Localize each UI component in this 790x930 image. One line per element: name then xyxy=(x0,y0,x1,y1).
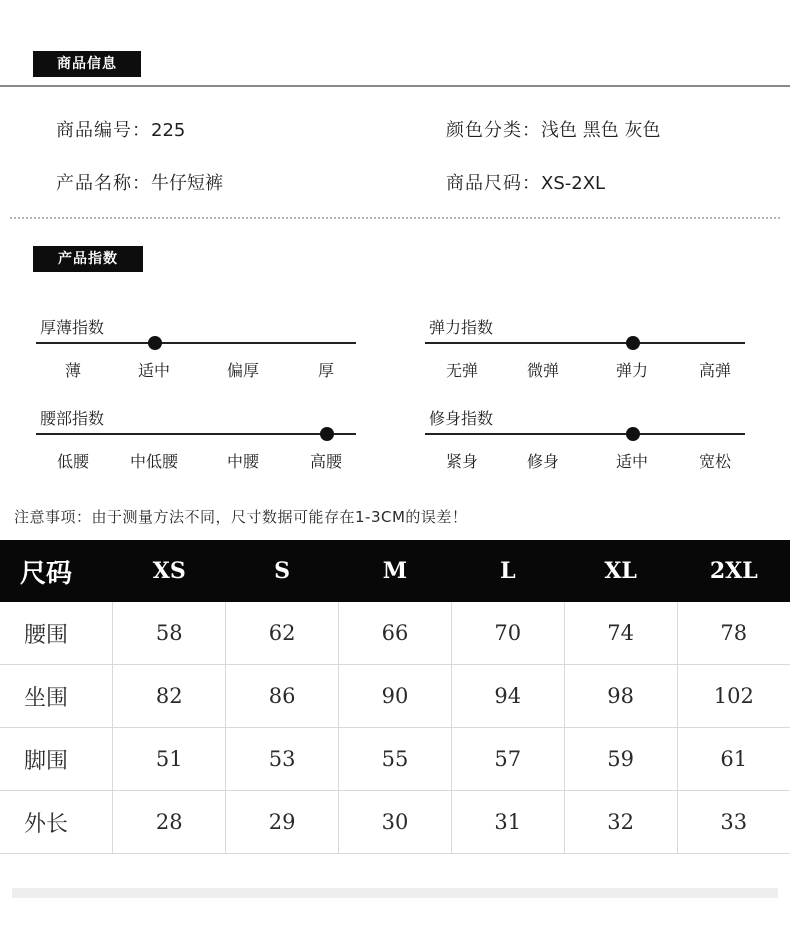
header-cell: 尺码 xyxy=(0,540,113,602)
index-marker xyxy=(148,336,162,350)
table-cell: 51 xyxy=(113,728,226,791)
table-cell: 外长 xyxy=(0,791,113,854)
product-size xyxy=(446,169,605,195)
table-cell: 55 xyxy=(339,728,452,791)
section-divider xyxy=(0,85,790,87)
table-cell: 腰围 xyxy=(0,602,113,665)
footer-band xyxy=(12,888,778,898)
header-cell: XS xyxy=(113,540,226,602)
product-name-label: 产品名称： xyxy=(56,173,151,194)
index-track xyxy=(36,342,356,344)
table-cell: 58 xyxy=(113,602,226,665)
table-cell: 62 xyxy=(226,602,339,665)
table-cell: 90 xyxy=(339,665,452,728)
header-cell: S xyxy=(226,540,339,602)
product-name-value: 牛仔短裤 xyxy=(151,173,223,194)
index-option: 中低腰 xyxy=(129,452,179,471)
table-cell: 33 xyxy=(677,791,790,854)
table-row xyxy=(0,728,790,791)
index-option: 无弹 xyxy=(445,361,479,380)
index-option: 高弹 xyxy=(698,361,732,380)
size-table-header xyxy=(0,540,790,602)
index-option: 宽松 xyxy=(698,452,732,471)
index-option: 修身 xyxy=(526,452,560,471)
index-title: 弹力指数 xyxy=(429,318,494,337)
table-cell: 29 xyxy=(226,791,339,854)
header-cell: M xyxy=(339,540,452,602)
table-cell: 102 xyxy=(677,665,790,728)
table-cell: 94 xyxy=(451,665,564,728)
table-row xyxy=(0,791,790,854)
index-marker xyxy=(320,427,334,441)
index-option: 高腰 xyxy=(309,452,343,471)
table-cell: 28 xyxy=(113,791,226,854)
table-row xyxy=(0,602,790,665)
product-code-value: 225 xyxy=(151,120,186,141)
index-option: 中腰 xyxy=(226,452,260,471)
index-title: 腰部指数 xyxy=(40,409,105,428)
product-name xyxy=(56,169,223,195)
table-cell: 53 xyxy=(226,728,339,791)
index-option: 适中 xyxy=(137,361,171,380)
header-cell: 2XL xyxy=(677,540,790,602)
table-cell: 57 xyxy=(451,728,564,791)
index-track xyxy=(425,342,745,344)
table-cell: 82 xyxy=(113,665,226,728)
table-row xyxy=(0,665,790,728)
index-option: 厚 xyxy=(317,361,335,380)
table-cell: 70 xyxy=(451,602,564,665)
table-cell: 31 xyxy=(451,791,564,854)
measurement-note: 注意事项：由于测量方法不同，尺寸数据可能存在1-3CM的误差！ xyxy=(14,508,468,526)
index-option: 低腰 xyxy=(56,452,90,471)
product-code xyxy=(56,116,185,142)
table-cell: 59 xyxy=(564,728,677,791)
index-option: 偏厚 xyxy=(226,361,260,380)
index-track xyxy=(425,433,745,435)
index-option: 弹力 xyxy=(615,361,649,380)
table-cell: 脚围 xyxy=(0,728,113,791)
product-size-value: XS-2XL xyxy=(541,173,606,194)
index-marker xyxy=(626,427,640,441)
table-cell: 61 xyxy=(677,728,790,791)
product-code-label: 商品编号： xyxy=(56,120,151,141)
table-cell: 78 xyxy=(677,602,790,665)
index-marker xyxy=(626,336,640,350)
color-category xyxy=(446,116,660,142)
index-option: 适中 xyxy=(615,452,649,471)
header-cell: L xyxy=(451,540,564,602)
table-cell: 86 xyxy=(226,665,339,728)
section-tag-product-info: 商品信息 xyxy=(33,51,141,77)
header-cell: XL xyxy=(564,540,677,602)
index-title: 修身指数 xyxy=(429,409,494,428)
table-cell: 74 xyxy=(564,602,677,665)
index-track xyxy=(36,433,356,435)
dotted-divider xyxy=(10,217,780,219)
size-table xyxy=(0,540,790,854)
table-cell: 98 xyxy=(564,665,677,728)
index-option: 薄 xyxy=(64,361,82,380)
table-cell: 坐围 xyxy=(0,665,113,728)
table-cell: 32 xyxy=(564,791,677,854)
table-cell: 66 xyxy=(339,602,452,665)
index-title: 厚薄指数 xyxy=(40,318,105,337)
table-cell: 30 xyxy=(339,791,452,854)
color-category-label: 颜色分类： xyxy=(446,120,541,141)
index-option: 微弹 xyxy=(526,361,560,380)
section-tag-product-index: 产品指数 xyxy=(33,246,143,272)
product-size-label: 商品尺码： xyxy=(446,173,541,194)
color-category-value: 浅色 黑色 灰色 xyxy=(541,120,661,141)
index-option: 紧身 xyxy=(445,452,479,471)
